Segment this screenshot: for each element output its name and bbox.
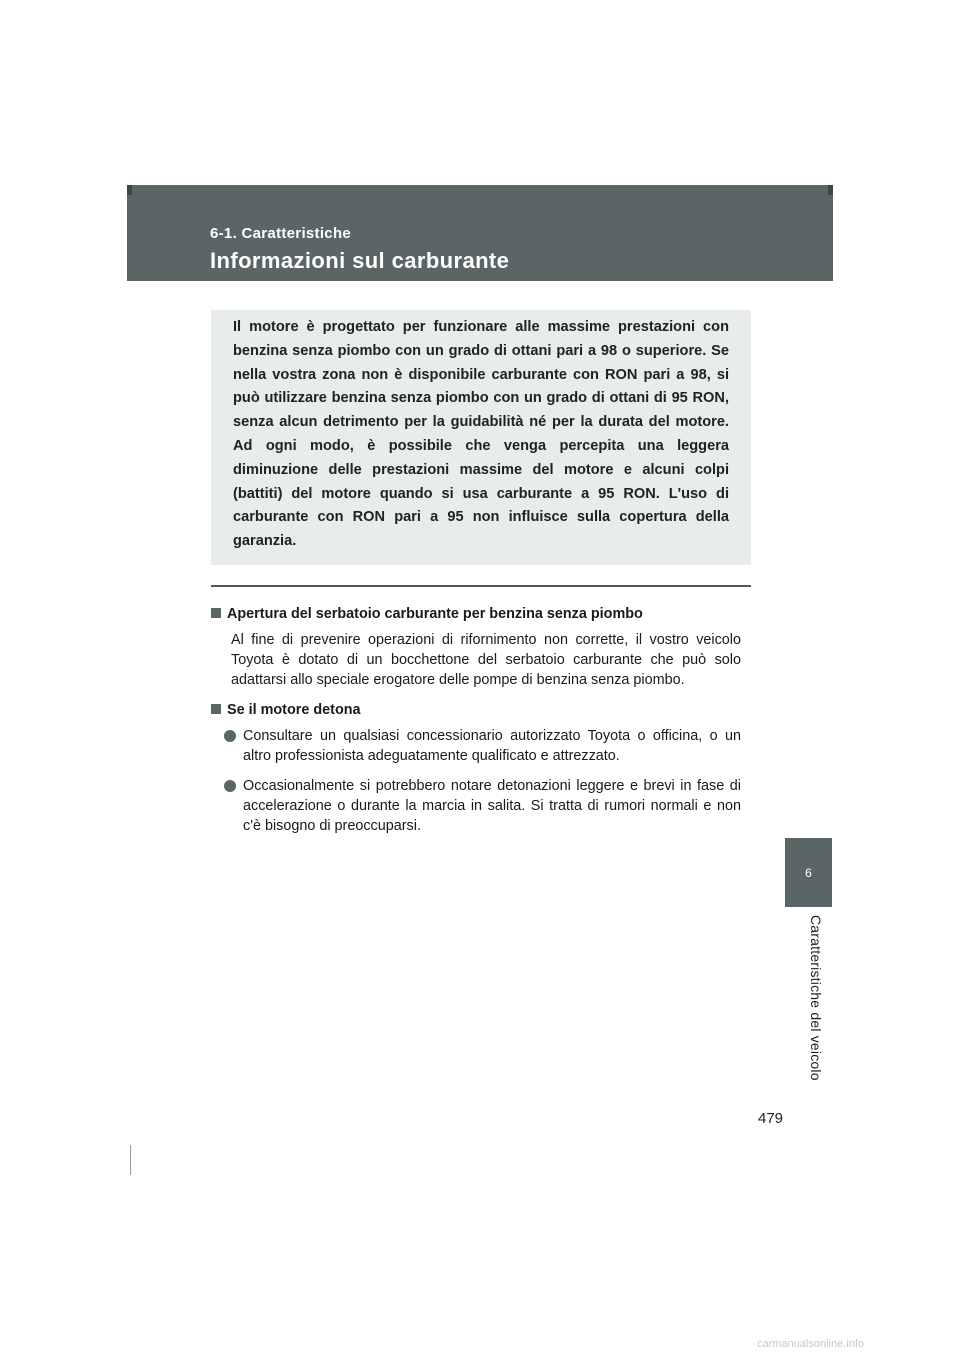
section-heading-text: Se il motore detona <box>227 702 361 718</box>
bullet-text: Occasionalmente si potrebbero notare detonazioni leggere e brevi in fase di accelerazione o durante la marcia in salita. Si tratta di rumori normali e non c'è bisogno di preoccuparsi. <box>243 778 741 834</box>
square-bullet-icon <box>211 704 221 714</box>
section-heading-text: Apertura del serbatoio carburante per benzina senza piombo <box>227 606 643 622</box>
section-body-fuel-tank: Al fine di prevenire operazioni di rifornimento non corrette, il vostro veicolo Toyota è dotato di un bocchettone del serbatoio carburante che può solo adattarsi allo speciale erogatore delle pompe di benzina senza piombo. <box>231 632 741 688</box>
square-bullet-icon <box>211 608 221 618</box>
watermark: carmanualsonline.info <box>757 1338 865 1350</box>
crop-mark <box>130 1145 131 1175</box>
bullet-item <box>243 776 741 836</box>
bullet-item <box>243 726 741 766</box>
circle-bullet-icon <box>224 730 236 742</box>
page-number: 479 <box>758 1110 784 1127</box>
section-heading-engine-knock <box>211 700 741 720</box>
section-label: 6-1. Caratteristiche <box>210 225 352 242</box>
section-heading-fuel-tank <box>211 604 741 624</box>
bullet-text: Consultare un qualsiasi concessionario autorizzato Toyota o officina, o un altro professionista adeguatamente qualificato e attrezzato. <box>243 728 741 764</box>
header-corner-mark-right <box>828 185 833 195</box>
content-body <box>211 604 741 846</box>
chapter-tab[interactable] <box>785 838 832 907</box>
chapter-tab-label: Caratteristiche del veicolo <box>808 915 824 1081</box>
intro-text: Il motore è progettato per funzionare alle massime prestazioni con benzina senza piombo con un grado di ottani pari a 98 o superiore. Se nella vostra zona non è disponibile carburante con RON pari a 98, si può utilizzare benzina senza piombo con un grado di ottani di 95 RON, senza alcun detrimento per la guidabilità né per la durata del motore. Ad ogni modo, è possibile che venga percepita una leggera diminuzione delle prestazioni massime del motore e alcuni colpi (battiti) del motore quando si usa carburante a 95 RON. L'uso di carburante con RON pari a 95 non influisce sulla copertura della garanzia. <box>233 319 729 550</box>
chapter-tab-number: 6 <box>805 866 812 880</box>
header-corner-mark-left <box>127 185 132 195</box>
page-title: Informazioni sul carburante <box>210 248 510 273</box>
chapter-header <box>127 185 833 281</box>
section-divider <box>211 585 751 587</box>
circle-bullet-icon <box>224 780 236 792</box>
intro-box <box>211 310 751 565</box>
